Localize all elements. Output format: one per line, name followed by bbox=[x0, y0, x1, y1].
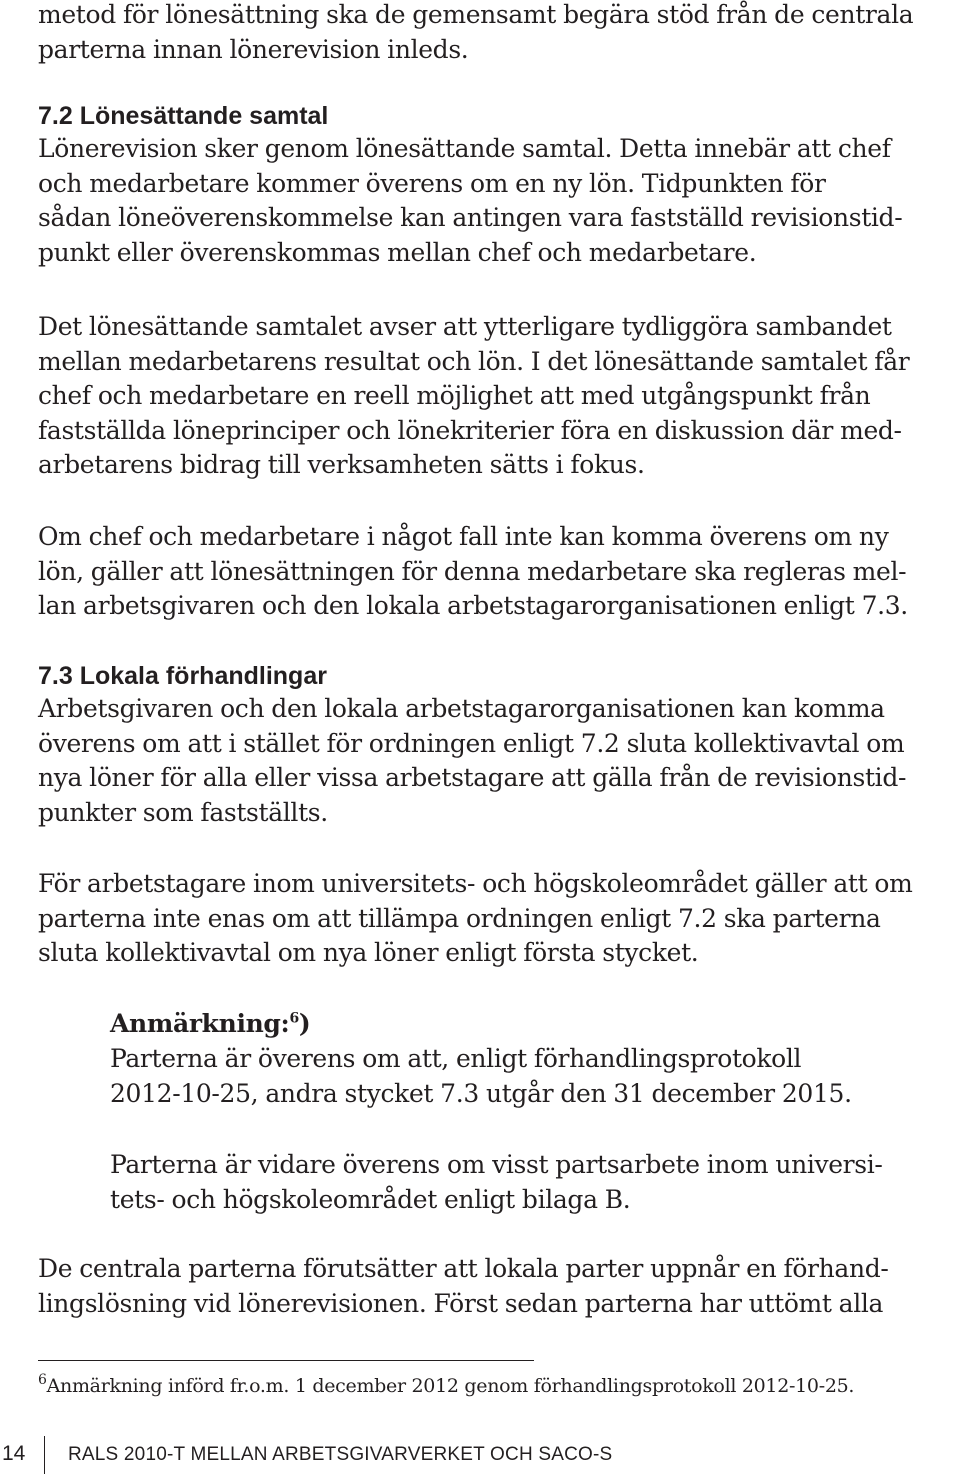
text-line: punkter som fastställts. bbox=[38, 797, 328, 827]
text-line: Arbetsgivaren och den lokala arbetstagarorganisationen kan komma bbox=[38, 694, 885, 723]
text-line: lan arbetsgivaren och den lokala arbetstagarorganisationen enligt 7.3. bbox=[38, 591, 908, 620]
note-heading bbox=[110, 1008, 310, 1040]
text-line: lön, gäller att lönesättningen för denna medarbetare ska regleras mel- bbox=[38, 556, 907, 586]
section-7-2-paragraph-3 bbox=[38, 520, 954, 624]
intro-paragraph bbox=[38, 0, 954, 67]
footnote bbox=[38, 1373, 854, 1399]
text-line: lingslösning vid lönerevisionen. Först sedan parterna har uttömt alla bbox=[38, 1288, 884, 1318]
text-line: tets- och högskoleområdet enligt bilaga B. bbox=[110, 1184, 631, 1214]
section-heading-7-2: 7.2 Lönesättande samtal bbox=[38, 102, 329, 130]
section-heading-7-3: 7.3 Lokala förhandlingar bbox=[38, 662, 327, 690]
text-line: punkt eller överenskommas mellan chef och medarbetare. bbox=[38, 237, 757, 267]
footnote-mark: 6 bbox=[38, 1372, 47, 1388]
footnote-divider bbox=[38, 1360, 534, 1361]
text-line: metod för lönesättning ska de gemensamt begära stöd från de centrala bbox=[38, 0, 914, 29]
text-line: arbetarens bidrag till verksamheten sätts i fokus. bbox=[38, 450, 645, 479]
page-footer bbox=[0, 1436, 960, 1474]
section-7-3-paragraph-1 bbox=[38, 692, 954, 830]
text-line: 2012-10-25, andra stycket 7.3 utgår den 31 december 2015. bbox=[110, 1078, 852, 1108]
text-line: fastställda löneprinciper och lönekriterier föra en diskussion där med- bbox=[38, 415, 902, 445]
section-7-3-paragraph-3 bbox=[38, 1252, 954, 1321]
text-line: parterna inte enas om att tillämpa ordningen enligt 7.2 ska parterna bbox=[38, 903, 881, 933]
footer-divider bbox=[44, 1436, 45, 1474]
section-7-2-paragraph-2 bbox=[38, 310, 954, 483]
text-line: Parterna är överens om att, enligt förhandlingsprotokoll bbox=[110, 1044, 802, 1073]
note-paragraph-1 bbox=[110, 1042, 954, 1111]
text-line: överens om att i stället för ordningen enligt 7.2 sluta kollektivavtal om bbox=[38, 728, 905, 758]
text-line: Parterna är vidare överens om visst partsarbete inom universi- bbox=[110, 1150, 883, 1179]
note-paragraph-2 bbox=[110, 1148, 954, 1217]
text-line: Lönerevision sker genom lönesättande samtal. Detta innebär att chef bbox=[38, 134, 891, 163]
text-line: nya löner för alla eller vissa arbetstagare att gälla från de revisionstid- bbox=[38, 763, 907, 792]
note-label-close: ) bbox=[298, 1009, 311, 1038]
text-line: mellan medarbetarens resultat och lön. I det lönesättande samtalet får bbox=[38, 346, 910, 376]
text-line: Det lönesättande samtalet avser att ytterligare tydliggöra sambandet bbox=[38, 312, 892, 341]
footnote-text: Anmärkning införd fr.o.m. 1 december 2012 genom förhandlingsprotokoll 2012-10-25. bbox=[46, 1375, 855, 1397]
text-line: chef och medarbetare en reell möjlighet att med utgångspunkt från bbox=[38, 381, 871, 410]
text-line: Om chef och medarbetare i något fall inte kan komma överens om ny bbox=[38, 522, 889, 551]
text-line: sådan löneöverenskommelse kan antingen vara fastställd revisionstid- bbox=[38, 203, 903, 232]
running-title: RALS 2010-T MELLAN ARBETSGIVARVERKET OCH SACO-S bbox=[68, 1444, 613, 1465]
section-7-2-paragraph-1 bbox=[38, 132, 954, 270]
text-line: och medarbetare kommer överens om en ny lön. Tidpunkten för bbox=[38, 168, 826, 198]
note-label: Anmärkning: bbox=[110, 1009, 290, 1038]
text-line: sluta kollektivavtal om nya löner enligt första stycket. bbox=[38, 938, 699, 967]
text-line: För arbetstagare inom universitets- och högskoleområdet gäller att om bbox=[38, 869, 913, 898]
text-line: De centrala parterna förutsätter att lokala parter uppnår en förhand- bbox=[38, 1254, 889, 1283]
section-7-3-paragraph-2 bbox=[38, 867, 954, 971]
page-number: 14 bbox=[2, 1442, 26, 1465]
footnote-reference: 6 bbox=[289, 1010, 299, 1027]
text-line: parterna innan lönerevision inleds. bbox=[38, 34, 469, 64]
